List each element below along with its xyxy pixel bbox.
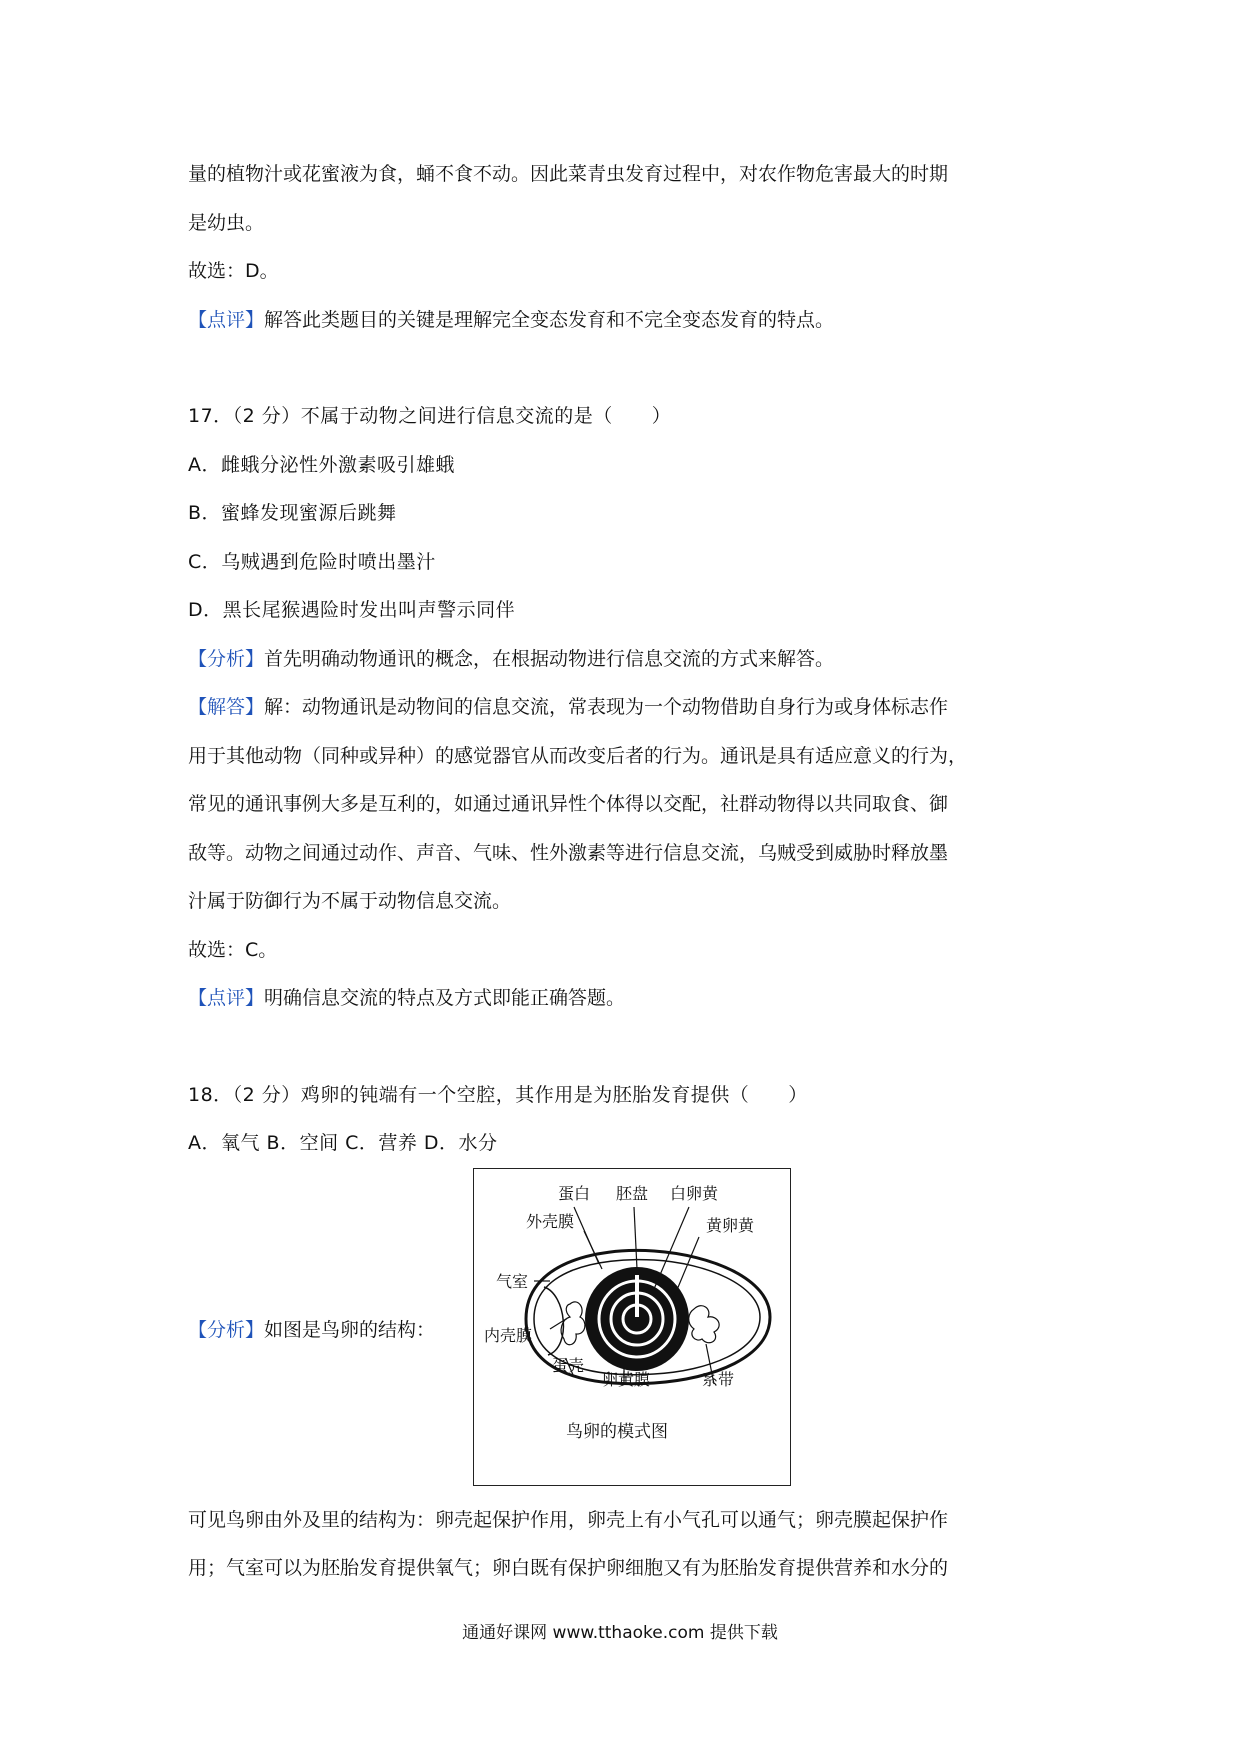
figure-caption: 鸟卵的模式图	[566, 1421, 668, 1442]
page-footer: 通通好课网 www.tthaoke.com 提供下载	[462, 1623, 778, 1643]
label-air-chamber: 气室	[496, 1271, 529, 1291]
question-17-solution-line-4: 敌等。动物之间通过动作、声音、气味、性外激素等进行信息交流，乌贼受到威胁时释放墨	[188, 841, 949, 864]
comment-tag: 【点评】	[188, 308, 265, 331]
prev-text-line-2: 是幼虫。	[188, 211, 265, 234]
label-chalaza: 系带	[702, 1369, 735, 1389]
question-18-analysis-row	[188, 1168, 1068, 1496]
label-albumen: 蛋白	[558, 1183, 591, 1203]
question-18-after-line-2: 用；气室可以为胚胎发育提供氧气；卵白既有保护卵细胞又有为胚胎发育提供营养和水分的	[188, 1557, 949, 1579]
egg-diagram	[474, 1169, 792, 1487]
label-shell: 蛋壳	[552, 1355, 585, 1375]
question-17-solution-line-1	[188, 683, 1068, 732]
label-yolk-membrane: 卵黄膜	[602, 1369, 651, 1389]
question-17-solution-line-2: 用于其他动物（同种或异种）的感觉器官从而改变后者的行为。通讯是具有适应意义的行为，	[188, 744, 968, 767]
label-outer-shell-membrane: 外壳膜	[526, 1211, 575, 1231]
label-white-yolk: 白卵黄	[670, 1183, 719, 1203]
document-body	[188, 150, 1068, 1593]
blastodisc	[631, 1269, 643, 1275]
comment-tag: 【点评】	[188, 987, 265, 1009]
question-18-options: A．氧气 B．空间 C．营养 D．水分	[188, 1132, 498, 1154]
prev-text-line-1: 量的植物汁或花蜜液为食，蛹不食不动。因此菜青虫发育过程中，对农作物危害最大的时期	[188, 163, 949, 185]
question-17-option-c: C．乌贼遇到危险时喷出墨汁	[188, 550, 436, 573]
analysis-text: 首先明确动物通讯的概念，在根据动物进行信息交流的方式来解答。	[264, 647, 835, 670]
solution-tag: 【解答】	[188, 696, 265, 718]
question-17-solution-line-3: 常见的通讯事例大多是互利的，如通过通讯异性个体得以交配，社群动物得以共同取食、御	[188, 793, 949, 815]
question-17-analysis	[188, 635, 1068, 684]
question-17-option-b: B．蜜蜂发现蜜源后跳舞	[188, 502, 397, 524]
question-18-stem: 18．（2 分）鸡卵的钝端有一个空腔，其作用是为胚胎发育提供（ ）	[188, 1083, 808, 1106]
question-17-stem: 17．（2 分）不属于动物之间进行信息交流的是（ ）	[188, 405, 672, 427]
comment-text: 解答此类题目的关键是理解完全变态发育和不完全变态发育的特点。	[264, 308, 835, 331]
solution-text: 解：动物通讯是动物间的信息交流，常表现为一个动物借助自身行为或身体标志作	[264, 696, 949, 718]
label-inner-shell-membrane: 内壳膜	[484, 1325, 533, 1345]
analysis-tag: 【分析】	[188, 1318, 265, 1341]
question-18-after-line-1: 可见鸟卵由外及里的结构为：卵壳起保护作用，卵壳上有小气孔可以通气；卵壳膜起保护作	[188, 1508, 949, 1531]
question-17-comment	[188, 974, 1068, 1023]
prev-answer: 故选：D。	[188, 260, 279, 282]
question-18-analysis	[188, 1306, 435, 1354]
prev-comment	[188, 296, 1068, 345]
question-17-answer: 故选：C。	[188, 938, 278, 961]
label-yellow-yolk: 黄卵黄	[706, 1215, 755, 1235]
question-17-solution-line-5: 汁属于防御行为不属于动物信息交流。	[188, 890, 512, 912]
analysis-text: 如图是鸟卵的结构：	[264, 1318, 436, 1341]
question-17-option-a: A．雌蛾分泌性外激素吸引雄蛾	[188, 453, 455, 476]
label-blastodisc: 胚盘	[616, 1183, 649, 1203]
question-17-option-d: D．黑长尾猴遇险时发出叫声警示同伴	[188, 599, 516, 621]
analysis-tag: 【分析】	[188, 647, 265, 670]
comment-text: 明确信息交流的特点及方式即能正确答题。	[264, 987, 626, 1009]
egg-structure-figure	[473, 1168, 791, 1486]
